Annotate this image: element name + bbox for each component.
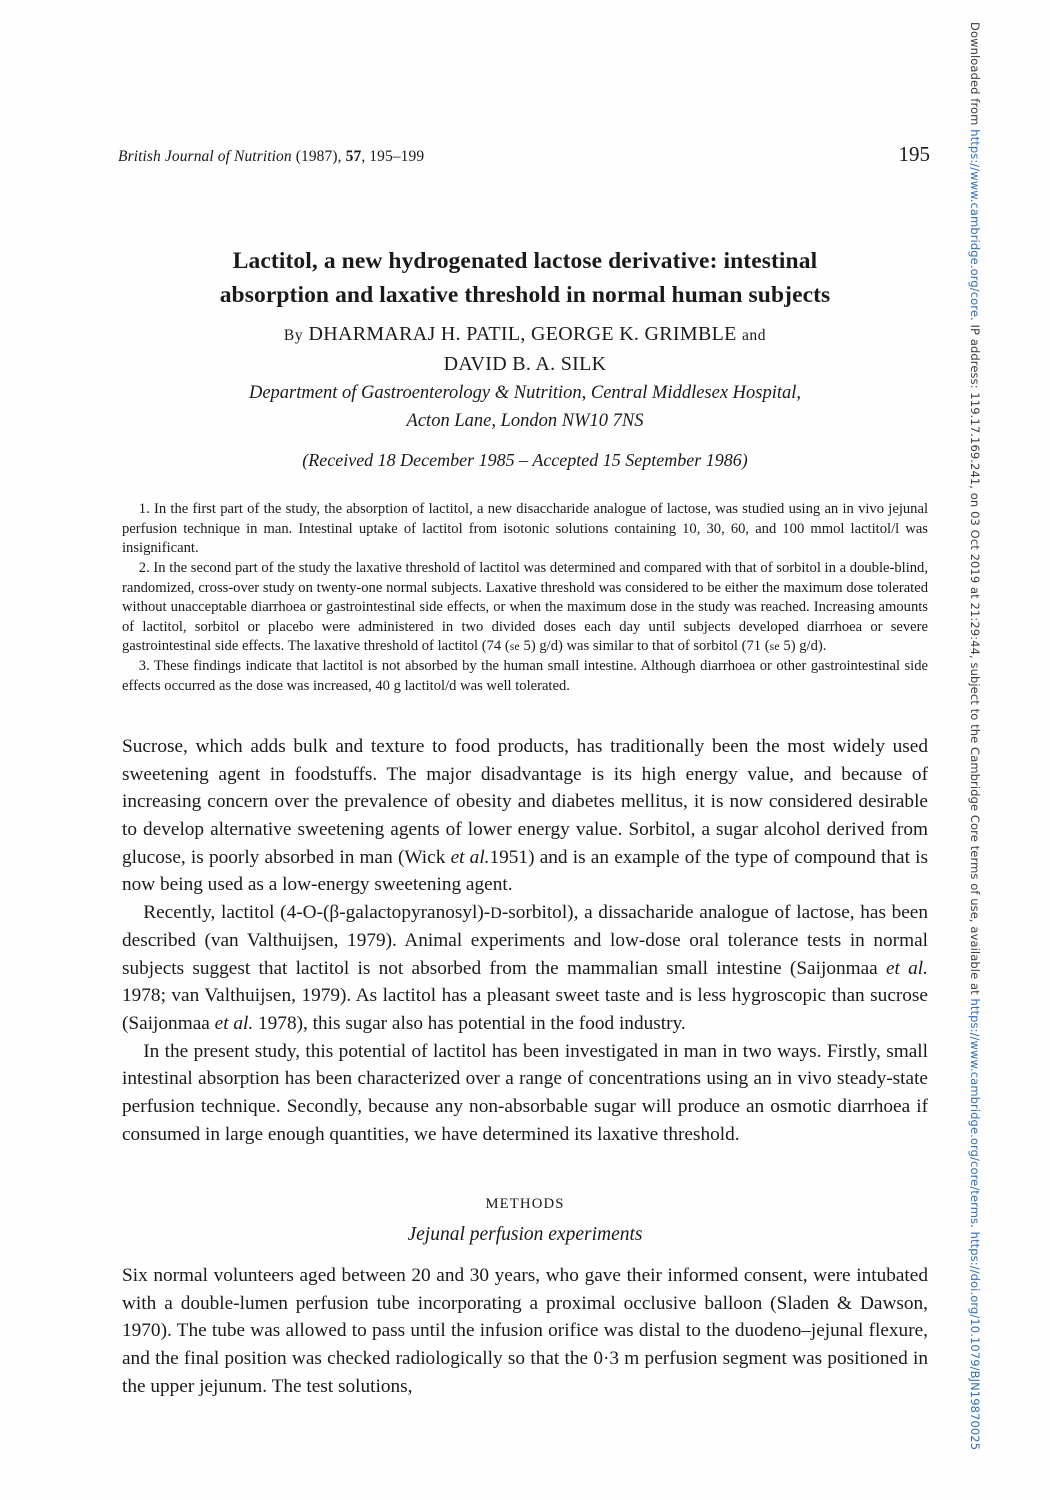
abstract-item-2-b: 5) g/d) was similar to that of sorbitol (71 ( xyxy=(519,638,770,655)
page-title xyxy=(120,244,930,312)
abstract-se-2: se xyxy=(769,641,780,654)
byline-and-label: and xyxy=(741,327,767,344)
running-head xyxy=(118,142,930,167)
body-p2-d-prefix: D xyxy=(490,905,502,923)
body-p2-e: 1978), this sugar also has potential in the food industry. xyxy=(253,1012,686,1034)
abstract-item-2-a: 2. In the second part of the study the laxative threshold of lactitol was determined and compared with that of sorbitol in a double-blind, randomized, cross-over study on twenty-one normal subjects. Laxative threshold was considered to be either the maximum dose tolerated without unacceptable diarrhoea or gastrointestinal side effects, or when the maximum dose in the study was reached. Increasing amounts of lactitol, sorbitol or placebo were administered in two divided doses each day until subjects developed diarrhoea or severe gastrointestinal side effects. The laxative threshold of lactitol (74 ( xyxy=(122,559,928,655)
watermark-link-doi[interactable]: https://doi.org/10.1079/BJN19870025 xyxy=(968,1231,982,1451)
abstract-item-1: 1. In the first part of the study, the absorption of lactitol, a new disaccharide analogue of lactose, was studied using an in vivo jejunal perfusion technique in man. Intestinal uptake of lactitol from isotonic solutions containing 10, 30, 60, and 100 mmol lactitol/l was insignificant. xyxy=(122,501,928,557)
journal-reference xyxy=(118,148,424,166)
title-line-2: absorption and laxative threshold in normal human subjects xyxy=(219,281,831,308)
page-number: 195 xyxy=(898,142,930,166)
methods-heading-block xyxy=(122,1196,928,1246)
abstract-item-3: 3. These findings indicate that lactitol is not absorbed by the human small intestine. Although diarrhoea or other gastrointestinal side effects occurred as the dose was increased, 40 g lactitol/d was well tolerated. xyxy=(122,658,928,694)
body-p2-b: -sorbitol), a dissacharide analogue of lactose, has been described (van Valthuijsen, 1979). Animal experiments and low-dose oral tolerance tests in normal subjects suggest that lactitol is not absorbed from the mammalian small intestine (Saijonmaa xyxy=(122,902,929,979)
watermark-prefix: Downloaded from xyxy=(968,22,982,130)
methods-body-text xyxy=(122,1262,928,1400)
affiliation-line-2: Acton Lane, London NW10 7NS xyxy=(406,410,644,431)
journal-volume: 57 xyxy=(345,148,362,165)
body-paragraph-3: In the present study, this potential of lactitol has been investigated in man in two ways. Firstly, small intestinal absorption has been characterized over a range of concentrations using an in vivo steady-state perfusion technique. Secondly, because any non-absorbable sugar will produce an osmotic diarrhoea if consumed in large enough quantities, we have determined its laxative threshold. xyxy=(122,1040,928,1145)
watermark-mid-1: . IP address: 119.17.169.241, on 03 Oct 2019 at 21:29:44, subject to the Cambridge Core terms of use, available at xyxy=(968,317,982,999)
journal-name: British Journal of Nutrition xyxy=(118,148,292,165)
methods-paragraph-1: Six normal volunteers aged between 20 and 30 years, who gave their informed consent, were intubated with a double-lumen perfusion tube incorporating a proximal occlusive balloon (Sladen & Dawson, 1970). The tube was allowed to pass until the infusion orifice was distal to the duodeno–jejunal flexure, and the final position was checked radiologically so that the 0·3 m perfusion segment was positioned in the upper jejunum. The test solutions, xyxy=(122,1265,928,1397)
watermark-mid-2: . xyxy=(968,1224,982,1232)
byline-line-2: DAVID B. A. SILK xyxy=(443,352,607,375)
journal-year: (1987), xyxy=(291,148,346,165)
body-p2-etal-1: et al. xyxy=(885,957,928,979)
author-byline xyxy=(120,320,930,379)
abstract xyxy=(122,500,928,696)
watermark-link-core[interactable]: https://www.cambridge.org/core xyxy=(968,129,982,318)
download-watermark xyxy=(962,22,988,1478)
section-heading-methods: METHODS xyxy=(485,1196,565,1212)
abstract-se-1: se xyxy=(509,641,520,654)
body-p2-etal-2: et al. xyxy=(214,1012,254,1034)
subsection-heading-jejunal-perfusion: Jejunal perfusion experiments xyxy=(407,1224,643,1245)
body-paragraph-1 xyxy=(122,733,928,899)
affiliation-line-1: Department of Gastroenterology & Nutrition, Central Middlesex Hospital, xyxy=(248,383,802,403)
byline-authors-1: DHARMARAJ H. PATIL, GEORGE K. GRIMBLE xyxy=(303,323,742,345)
affiliation xyxy=(120,380,930,436)
body-text xyxy=(122,733,928,1148)
body-p1-a: Sucrose, which adds bulk and texture to food products, has traditionally been the most widely used sweetening agent in foodstuffs. The major disadvantage is its high energy value, and because of increasing concern over the prevalence of obesity and diabetes mellitus, it is now considered desirable to develop alternative sweetening agents of lower energy value. Sorbitol, a sugar alcohol derived from glucose, is poorly absorbed in man (Wick xyxy=(122,736,928,868)
byline-by-label: By xyxy=(283,327,304,344)
journal-pages: , 195–199 xyxy=(361,148,425,165)
watermark-link-terms[interactable]: https://www.cambridge.org/core/terms xyxy=(968,998,982,1225)
body-p1-etal: et al. xyxy=(450,846,490,868)
body-p2-a: Recently, lactitol (4-O-(β-galactopyranosyl)- xyxy=(143,902,491,924)
received-accepted-date: (Received 18 December 1985 – Accepted 15 September 1986) xyxy=(302,450,748,470)
abstract-item-2 xyxy=(122,559,928,657)
body-p2-c: 1978; van Valthuijsen, 1979). As lactitol has a pleasant sweet taste and is less hygroscopic than sucrose (Saijonmaa xyxy=(122,985,928,1034)
body-paragraph-2 xyxy=(122,899,928,1037)
abstract-item-2-c: 5) g/d). xyxy=(779,638,827,655)
title-line-1: Lactitol, a new hydrogenated lactose derivative: intestinal xyxy=(232,247,818,274)
byline-line-1 xyxy=(120,320,930,350)
body-p1-b: 1951) and is an example of the type of compound that is now being used as a low-energy sweetening agent. xyxy=(122,846,928,896)
